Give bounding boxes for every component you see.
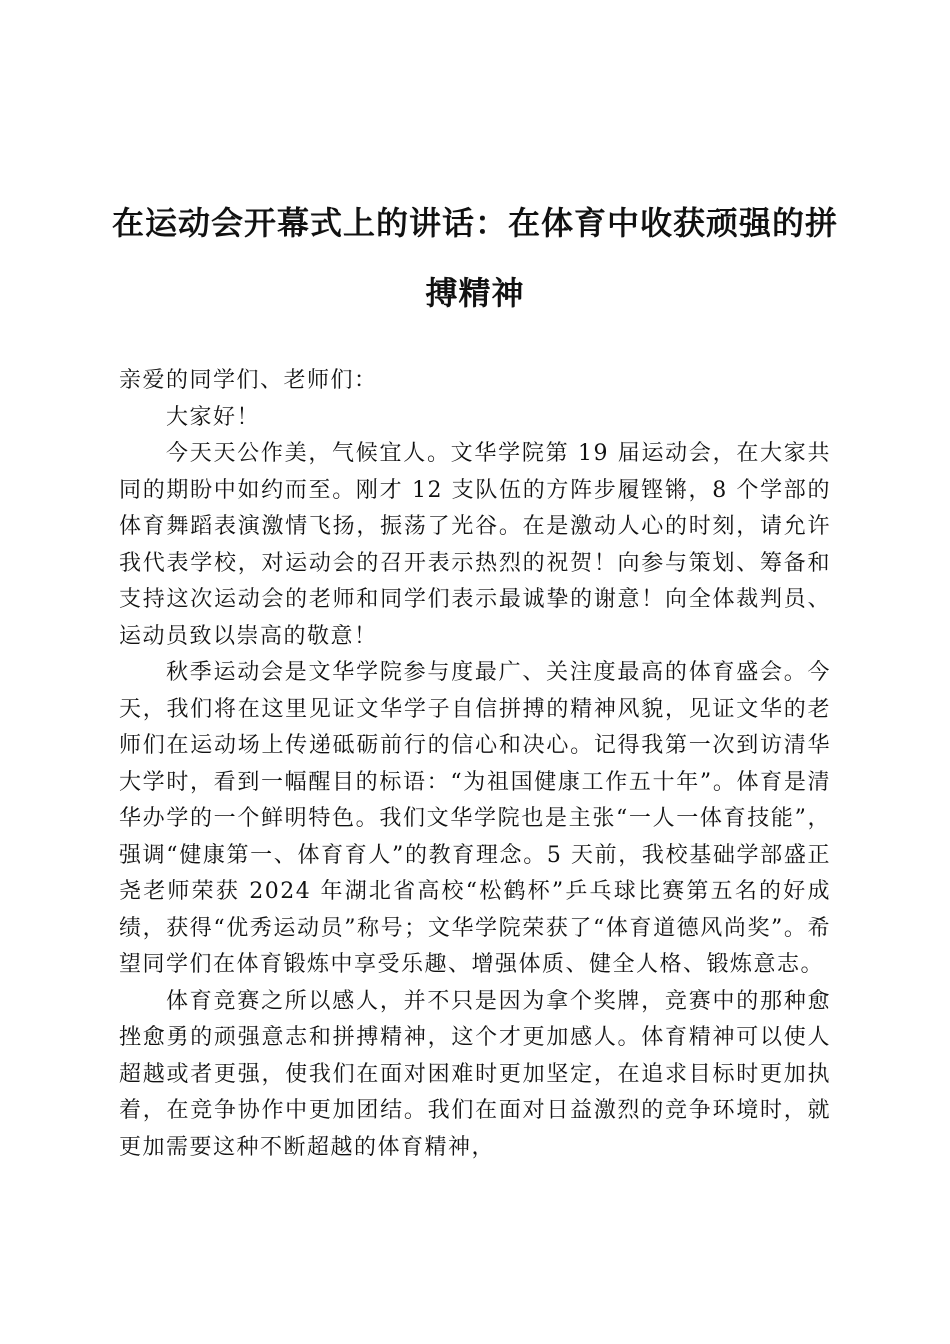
paragraph: 今天天公作美，气候宜人。文华学院第 19 届运动会，在大家共同的期盼中如约而至。刚才 12 支队伍的方阵步履铿锵，8 个学部的体育舞蹈表演激情飞扬，振荡了光谷。在是激动人心的时刻，请允许我代表学校，对运动会的召开表示热烈的祝贺！向参与策划、筹备和支持这次运动会的老师和同学们表示最诚挚的谢意！向全体裁判员、运动员致以崇高的敬意！ [119,441,831,649]
paragraph: 秋季运动会是文华学院参与度最广、关注度最高的体育盛会。今天，我们将在这里见证文华学子自信拼搏的精神风貌，见证文华的老师们在运动场上传递砥砺前行的信心和决心。记得我第一次到访清华大学时，看到一幅醒目的标语：“为祖国健康工作五十年”。体育是清华办学的一个鲜明特色。我们文华学院也是主张“一人一体育技能”，强调“健康第一、体育育人”的教育理念。5 天前，我校基础学部盛正尧老师荣获 2024 年湖北省高校“松鹤杯”乒乓球比赛第五名的好成绩，获得“优秀运动员”称号；文华学院荣获了“体育道德风尚奖”。希望同学们在体育锻炼中享受乐趣、增强体质、健全人格、锻炼意志。 [119,660,831,977]
paragraph: 体育竞赛之所以感人，并不只是因为拿个奖牌，竞赛中的那种愈挫愈勇的顽强意志和拼搏精神，这个才更加感人。体育精神可以使人超越或者更强，使我们在面对困难时更加坚定，在追求目标时更加执着，在竞争协作中更加团结。我们在面对日益激烈的竞争环境时，就更加需要这种不断超越的体育精神， [119,988,831,1160]
document-body [119,363,831,1166]
greeting: 大家好！ [166,404,261,430]
salutation: 亲爱的同学们、老师们： [119,368,378,393]
document-title: 在运动会开幕式上的讲话：在体育中收获顽强的拼搏精神 [111,204,838,312]
